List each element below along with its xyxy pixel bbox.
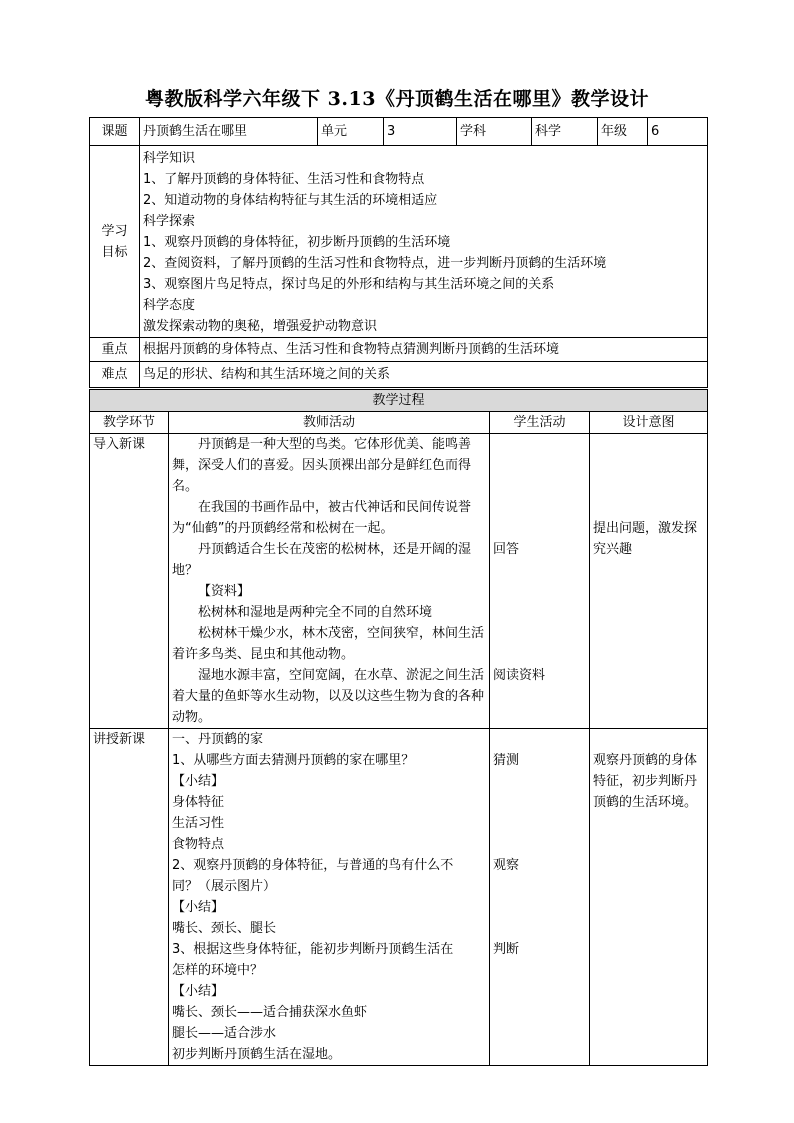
objectives-label-line: 目标 xyxy=(101,244,128,260)
teacher-line: 嘴长、颈长——适合捕获深水鱼虾 xyxy=(172,1005,368,1020)
key-point-text: 根据丹顶鹤的身体特点、生活习性和食物特点猜测判断丹顶鹤的生活环境 xyxy=(140,338,708,362)
objective-line: 2、查阅资料，了解丹顶鹤的生活习性和食物特点，进一步判断丹顶鹤的生活环境 xyxy=(143,256,607,271)
teacher-line: 【小结】 xyxy=(172,774,225,789)
key-point-row xyxy=(90,338,708,362)
teacher-line: 怎样的环境中？ xyxy=(172,963,264,978)
new-lesson-row xyxy=(90,729,708,1066)
teacher-line: 【小结】 xyxy=(172,984,225,999)
process-header: 教学过程 xyxy=(90,390,708,412)
info-row xyxy=(90,118,708,146)
objective-line: 科学态度 xyxy=(143,298,196,313)
objective-line: 3、观察图片鸟足特点，探讨鸟足的外形和结构与其生活环境之间的关系 xyxy=(143,277,555,292)
document-title: 粤教版科学六年级下 3.13《丹顶鹤生活在哪里》教学设计 xyxy=(145,88,649,110)
subject-value: 科学 xyxy=(532,118,598,146)
objectives-content xyxy=(140,146,708,338)
student-activity: 阅读资料 xyxy=(493,668,546,683)
teacher-line: 一、丹顶鹤的家 xyxy=(172,732,264,747)
teacher-paragraph: 丹顶鹤适合生长在茂密的松树林，还是开阔的湿地？ xyxy=(172,542,472,578)
subject-label: 学科 xyxy=(457,118,532,146)
teacher-line: 2、观察丹顶鹤的身体特征，与普通的鸟有什么不 xyxy=(172,858,454,873)
student-activity: 观察 xyxy=(493,858,520,873)
teacher-line: 初步判断丹顶鹤生活在湿地。 xyxy=(172,1047,342,1062)
column-header: 学生活动 xyxy=(490,412,590,434)
objective-line: 科学知识 xyxy=(143,151,196,166)
new-lesson-stage: 讲授新课 xyxy=(90,729,169,1066)
objective-line: 科学探索 xyxy=(143,214,196,229)
objective-line: 1、观察丹顶鹤的身体特征，初步断丹顶鹤的生活环境 xyxy=(143,235,451,250)
objectives-label xyxy=(90,146,140,338)
difficulty-text: 鸟足的形状、结构和其生活环境之间的关系 xyxy=(140,362,708,388)
intro-student xyxy=(490,434,590,729)
teacher-paragraph: 松树林和湿地是两种完全不同的自然环境 xyxy=(198,605,433,620)
teacher-paragraph: 在我国的书画作品中，被古代神话和民间传说誉为“仙鹤”的丹顶鹤经常和松树在一起。 xyxy=(172,500,472,536)
new-lesson-intent xyxy=(590,729,708,1066)
difficulty-row xyxy=(90,362,708,388)
objectives-label-line: 学习 xyxy=(101,223,128,239)
student-activity: 判断 xyxy=(493,942,520,957)
objective-line: 激发探索动物的奥秘，增强爱护动物意识 xyxy=(143,319,378,334)
teacher-line: 1、从哪些方面去猜测丹顶鹤的家在哪里？ xyxy=(172,753,415,768)
teacher-paragraph: 丹顶鹤是一种大型的鸟类。它体形优美、能鸣善舞，深受人们的喜爱。因头顶裸出部分是鲜红色而得名。 xyxy=(172,437,472,494)
teacher-paragraph: 松树林干燥少水，林木茂密，空间狭窄，林间生活着许多鸟类、昆虫和其他动物。 xyxy=(172,626,485,662)
lesson-value: 丹顶鹤生活在哪里 xyxy=(140,118,318,146)
column-header: 教师活动 xyxy=(169,412,490,434)
teacher-line: 身体特征 xyxy=(172,795,225,810)
difficulty-label: 难点 xyxy=(90,362,140,388)
key-point-label: 重点 xyxy=(90,338,140,362)
teacher-line: 生活习性 xyxy=(172,816,225,831)
column-header-row xyxy=(90,412,708,434)
teacher-paragraph: 【资料】 xyxy=(198,584,251,599)
lesson-label: 课题 xyxy=(90,118,140,146)
objective-line: 1、了解丹顶鹤的身体特征、生活习性和食物特点 xyxy=(143,172,425,187)
unit-label: 单元 xyxy=(318,118,384,146)
teacher-line: 同？（展示图片） xyxy=(172,879,277,894)
intro-teacher xyxy=(169,434,490,729)
student-activity: 回答 xyxy=(493,542,520,557)
teacher-paragraph: 湿地水源丰富，空间宽阔，在水草、淤泥之间生活着大量的鱼虾等水生动物，以及以这些生物为食的各种动物。 xyxy=(172,668,485,725)
intro-stage: 导入新课 xyxy=(90,434,169,729)
process-table xyxy=(89,389,708,1066)
grade-value: 6 xyxy=(648,118,708,146)
grade-label: 年级 xyxy=(598,118,648,146)
column-header: 教学环节 xyxy=(90,412,169,434)
teacher-line: 【小结】 xyxy=(172,900,225,915)
design-intent: 提出问题，激发探究兴趣 xyxy=(593,521,698,557)
student-activity: 猜测 xyxy=(493,753,520,768)
teacher-line: 腿长——适合涉水 xyxy=(172,1026,277,1041)
intro-intent xyxy=(590,434,708,729)
objectives-row xyxy=(90,146,708,338)
column-header: 设计意图 xyxy=(590,412,708,434)
teacher-line: 食物特点 xyxy=(172,837,225,852)
teacher-line: 嘴长、颈长、腿长 xyxy=(172,921,277,936)
teacher-line: 3、根据这些身体特征，能初步判断丹顶鹤生活在 xyxy=(172,942,454,957)
process-header-row xyxy=(90,390,708,412)
new-lesson-student xyxy=(490,729,590,1066)
unit-value: 3 xyxy=(384,118,457,146)
lesson-info-table xyxy=(89,117,708,388)
new-lesson-teacher xyxy=(169,729,490,1066)
intro-row xyxy=(90,434,708,729)
objective-line: 2、知道动物的身体结构特征与其生活的环境相适应 xyxy=(143,193,438,208)
design-intent: 观察丹顶鹤的身体特征，初步判断丹顶鹤的生活环境。 xyxy=(593,753,698,810)
